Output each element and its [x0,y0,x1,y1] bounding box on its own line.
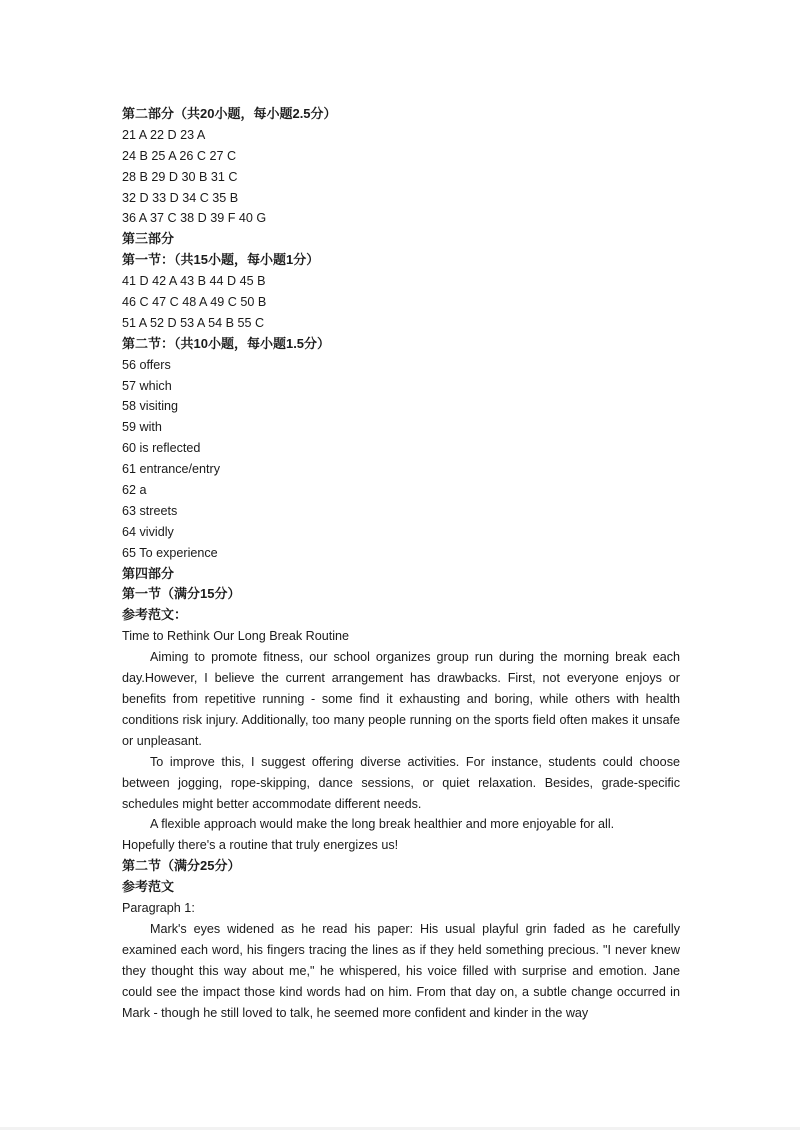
answer-item: 63 streets [122,503,178,518]
paragraph-label: Paragraph 1: [122,900,195,915]
essay-title: Time to Rethink Our Long Break Routine [122,629,350,644]
answer-item: 59 with [122,420,162,435]
part3-heading: 第三部分 [122,231,175,247]
answer-item: 60 is reflected [122,441,201,456]
answer-row: 46 C 47 C 48 A 49 C 50 B [122,295,267,310]
answer-row: 28 B 29 D 30 B 31 C [122,169,238,184]
answer-item: 61 entrance/entry [122,462,221,477]
answer-item: 65 To experience [122,545,218,560]
sample-essay-label: 参考范文： [122,607,188,623]
part2-heading: 第二部分（共20小题，每小题2.5分） [122,106,337,121]
part3-section1-heading: 第一节：（共15小题，每小题1分） [122,252,320,268]
answer-row: 51 A 52 D 53 A 54 B 55 C [122,315,265,330]
answer-item: 64 vividly [122,524,174,539]
essay-paragraph: To improve this, I suggest offering diverse activities. For instance, students could choose between jogging, rope-skipping, dance sessions, or quiet relaxation. Besides, grade-specific schedules might better accommodate different needs. [122,754,680,811]
sample-essay-label-2: 参考范文 [122,879,175,895]
answer-item: 58 visiting [122,399,179,414]
essay-paragraph: Aiming to promote fitness, our school organizes group run during the morning break each day.However, I believe the current arrangement has drawbacks. First, not everyone enjoys or benefits from repetitive running - some find it exhausting and boring, while others with health conditions risk injury. Additionally, too many people running on the sports field often makes it unsafe or unpleasant. [122,650,680,748]
answer-key-document [122,104,680,1023]
part4-section1-heading: 第一节（满分15分） [122,586,241,602]
part4-section2-heading: 第二节（满分25分） [122,858,241,874]
answer-row: 24 B 25 A 26 C 27 C [122,148,237,163]
part4-heading: 第四部分 [122,565,175,581]
essay-paragraph: A flexible approach would make the long break healthier and more enjoyable for all. [150,817,615,832]
answer-item: 62 a [122,483,147,498]
answer-row: 41 D 42 A 43 B 44 D 45 B [122,274,266,289]
answer-row: 36 A 37 C 38 D 39 F 40 G [122,211,267,226]
continuation-paragraph: Mark's eyes widened as he read his paper: His usual playful grin faded as he carefully examined each word, his fingers tracing the lines as if they held something precious. "I never knew they thought this way about me," he whispered, his voice filled with surprise and emotion. Jane could see the impact those kind words had on him. From that day on, a subtle change occurred in Mark - though he still loved to talk, he seemed more confident and kinder in the way [122,921,680,1020]
answer-item: 56 offers [122,357,171,372]
part3-section2-heading: 第二节：（共10小题，每小题1.5分） [122,335,331,351]
answer-item: 57 which [122,378,172,393]
essay-closing: Hopefully there's a routine that truly energizes us! [122,838,399,853]
answer-row: 21 A 22 D 23 A [122,127,206,142]
answer-row: 32 D 33 D 34 C 35 B [122,190,239,205]
